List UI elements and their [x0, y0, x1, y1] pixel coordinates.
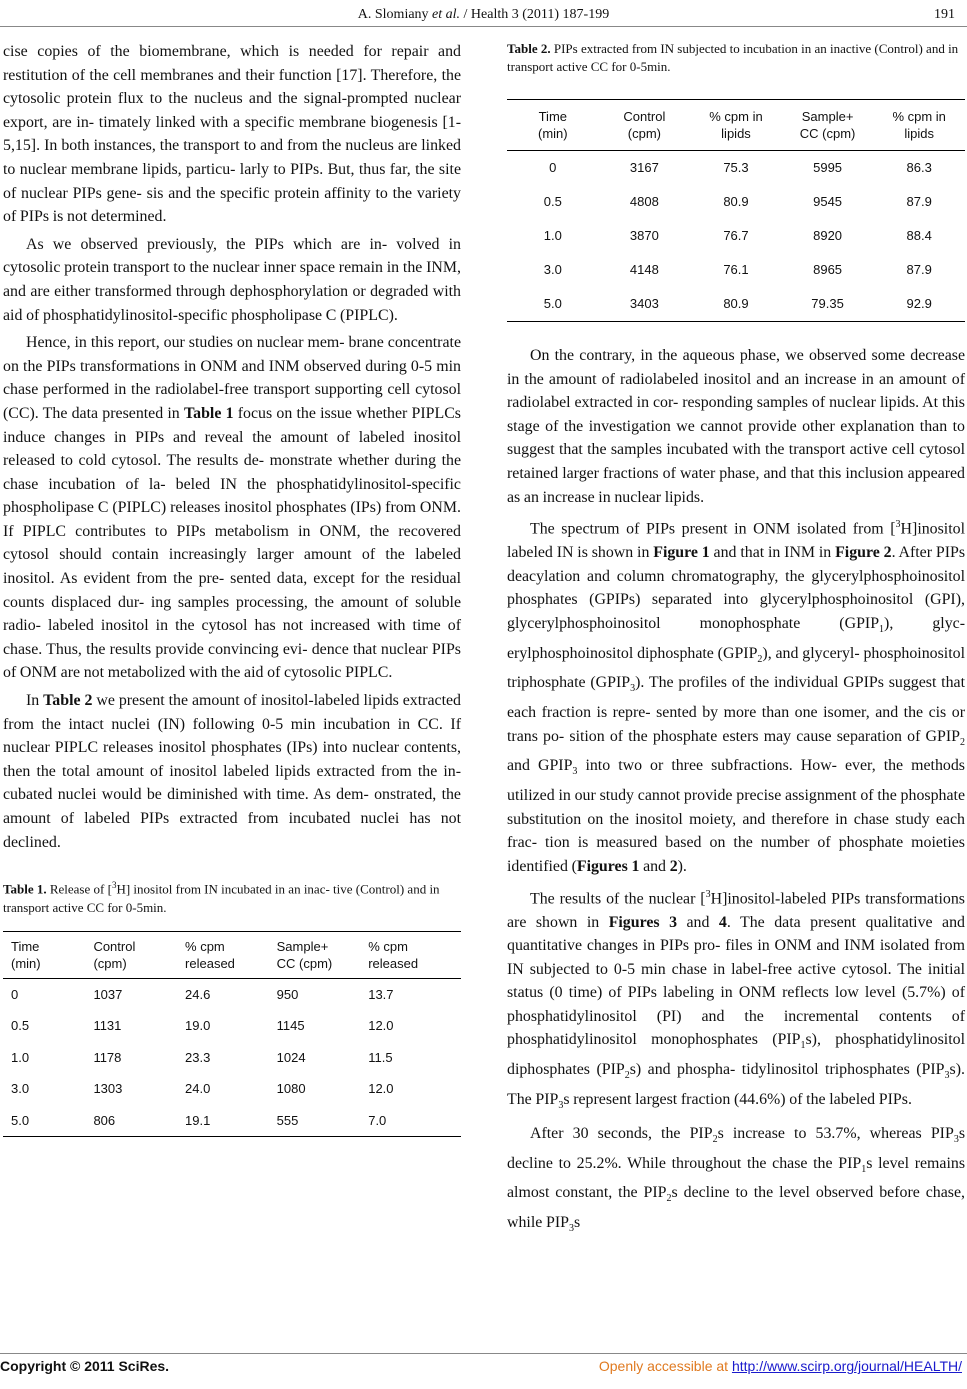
column-header: % cpm released: [177, 931, 269, 978]
table-row: 3.0 1303 24.0 1080 12.0: [11, 1081, 394, 1097]
paragraph: As we observed previously, the PIPs which are in- volved in cytosolic protein transport to the nuclear inner space remain in the INM, and are either transformed through dephosphorylation or degraded with aid of phosphatidylinositol-specific phospholipase C (PIPLC).: [3, 235, 461, 324]
table-row: 1.0 3870 76.7 8920 88.4: [543, 228, 932, 243]
figure-reference: Figure 2: [835, 544, 892, 562]
footer-divider: [0, 1353, 967, 1354]
column-header: Sample+ CC (cpm): [782, 100, 874, 151]
table-reference: Table 1: [183, 404, 234, 422]
table-row: 5.0 806 19.1 555 7.0: [11, 1112, 387, 1128]
table-header-row: [507, 100, 965, 151]
table-row: 3.0 4148 76.1 8965 87.9: [543, 262, 932, 277]
table-1-caption: Table 1. Release of [$^3$H] inositol from IN incubated in an inac- tive (Control) and in transport active CC for 0-5min.: [3, 880, 440, 915]
table-row: 0 1037 24.6 950 13.7: [11, 986, 394, 1002]
figure-reference: 2: [669, 858, 678, 876]
paragraph: After 30 seconds, the $PIP_2s$ increase to 53.7%, whereas $PIP_3s$ decline to 25.2%. While throughout the chase the $PIP_1s$ level remains almost constant, the $PIP_2s$ decline to the level observed before chase, while $PIP_3s$: [507, 1124, 966, 1235]
column-header: % cpm released: [360, 931, 461, 978]
column-header: Time (min): [507, 100, 599, 151]
left-column: [3, 40, 461, 1137]
column-header: Sample+ CC (cpm): [269, 931, 361, 978]
table-header-row: [3, 931, 461, 978]
open-access-label: Openly accessible at: [598, 1358, 729, 1374]
journal-link[interactable]: http://www.scirp.org/journal/HEALTH/: [731, 1358, 962, 1374]
running-head-citation: A. Slomiany et al. / Health 3 (2011) 187-199: [357, 7, 610, 22]
running-head: [0, 4, 967, 28]
table-1: [3, 931, 461, 1138]
column-header: Time (min): [3, 931, 85, 978]
footer: [0, 1358, 967, 1380]
header-divider: [0, 26, 967, 27]
paragraph: cise copies of the biomembrane, which is needed for repair and restitution of the cell membranes and their function [17]. Therefore, the cytosolic protein flux to the nucleus and the signal-prompted nuclear export, are in- timately linked with a specific membrane biogenesis [1-5,15]. In both instances, the transport to and from the nucleus are linked to nuclear membrane lipids, particu- larly to PIPs. But, thus far, the site of nuclear PIPs gene- sis and the specific protein affinity to the variety of PIPs is not determined.: [3, 43, 461, 226]
column-header: Control (cpm): [599, 100, 691, 151]
table-row: 0.5 4808 80.9 9545 87.9: [543, 194, 932, 209]
table-row: 0.5 1131 19.0 1145 12.0: [11, 1018, 394, 1034]
table-reference: Table 2: [43, 692, 93, 710]
paragraph: The results of the nuclear [$^3$H]inositol-labeled PIPs transformations are shown in Figures 3 and 4. The data present qualitative and quantitative changes in PIPs pro- files in ONM and INM isolated from IN subjected to 0-5 min chase in label-free active cytosol. The initial status (0 time) of PIPs labeling in ONM reflects low level (5.7%) of phosphatidylinositol (PI) and the incremental contents of phosphatidylinositol monophosphates $(PIP_1s)$, phosphatidylinositol diphosphates $(PIP_2s)$ and phospha- tidylinositol triphosphates $(PIP_3s)$. The $PIP_3s$ represent largest fraction (44.6%) of the labeled PIPs.: [507, 888, 966, 1112]
page-number: 191: [934, 7, 955, 22]
table-2: [507, 99, 965, 322]
paragraph: Hence, in this report, our studies on nuclear mem- brane concentrate on the PIPs transformations in ONM and INM observed during 0-5 min chase performed in the radiolabel-free transport supporting cell cytosol (CC). The data presented in Table 1 focus on the issue whether PIPLCs induce changes in PIPs and reveal the amount of labeled inositol released to cold cytosol. The results de- monstrate whether during the chase incubation of la- beled IN the phosphatidylinositol-specific phospholipase C (PIPLC) releases inositol phosphates (IPs) from ONM. If PIPLC contributes to PIPs metabolism in ONM, the recovered cytosol should contain increasingly larger amount of the labeled inositol. As evident from the pre- sented data, except for the residual counts displaced dur- ing samples processing, the amount of soluble radio- labeled inositol in the cytosol has not increased with time of chase. Thus, the results provide convincing evi- dence that nuclear PIPs of ONM are not metabolized with the aid of cytosolic PIPLC.: [3, 334, 461, 682]
figure-reference: Figures 3: [608, 913, 678, 931]
paragraph: On the contrary, in the aqueous phase, we observed some decrease in the amount of radiolabeled inositol and an increase in an amount of radiolabel extracted in cor- responding samples of nuclear lipids. At this stage of the investigation we cannot provide other explanation than to suggest that the samples incubated with the transport active cell cytosol retained larger fractions of water phase, and that this inclusion appeared as an increase in nuclear lipids.: [507, 347, 965, 506]
table-row: 1.0 1178 23.3 1024 11.5: [11, 1049, 393, 1065]
figure-reference: Figure 1: [653, 544, 710, 562]
table-2-caption: Table 2. PIPs extracted from IN subjected to incubation in an inactive (Control) and in transport active CC for 0-5min.: [507, 41, 959, 74]
column-header: % cpm in lipids: [690, 100, 782, 151]
copyright: Copyright © 2011 SciRes.: [0, 1358, 170, 1374]
table-row: 5.0 3403 80.9 79.35 92.9: [543, 296, 932, 311]
column-header: Control (cpm): [85, 931, 177, 978]
right-column: [507, 40, 965, 1241]
open-access-note: [599, 1358, 962, 1374]
column-header: % cpm in lipids: [873, 100, 965, 151]
figure-reference: 4: [718, 913, 727, 931]
figure-reference: Figures 1: [576, 858, 640, 876]
table-row: 0 3167 75.3 5995 86.3: [549, 160, 932, 175]
paragraph: The spectrum of PIPs present in ONM isolated from [$^3$H]inositol labeled IN is shown in Figure 1 and that in INM in Figure 2. After PIPs deacylation and column chromatography, the glycerylphosphoinositol phosphates (GPIPs) separated into glycerylphosphoinositol (GPI), glycerylphosphoinositol monophosphate $(GPIP_1)$, glyc- erylphosphoinositol diphosphate $(GPIP_2)$, and glyceryl- phosphoinositol triphosphate $(GPIP_3)$. The profiles of the individual GPIPs suggest that each fraction is repre- sented by more than one isomer, and the cis or trans po- sition of the phosphate esters may cause separation of $GPIP_2$ and $GPIP_3$ into two or three subfractions. How- ever, the methods utilized in our study cannot provide precise assignment of the phosphate substitution on the inositol moiety, and therefore in chase study each frac- tion is measured based on the number of phosphate moieties identified (Figures 1 and 2).: [507, 519, 966, 876]
paragraph: In Table 2 we present the amount of inositol-labeled lipids extracted from the intact nuclei (IN) following 0-5 min incubation in CC. If nuclear PIPLC releases inositol phosphates (IPs) into nuclear contents, then the total amount of inositol labeled lipids extracted from the in- cubated nuclei would be diminished with time. As dem- onstrated, the amount of labeled PIPs extracted from incubated nuclei has not declined.: [3, 692, 461, 851]
